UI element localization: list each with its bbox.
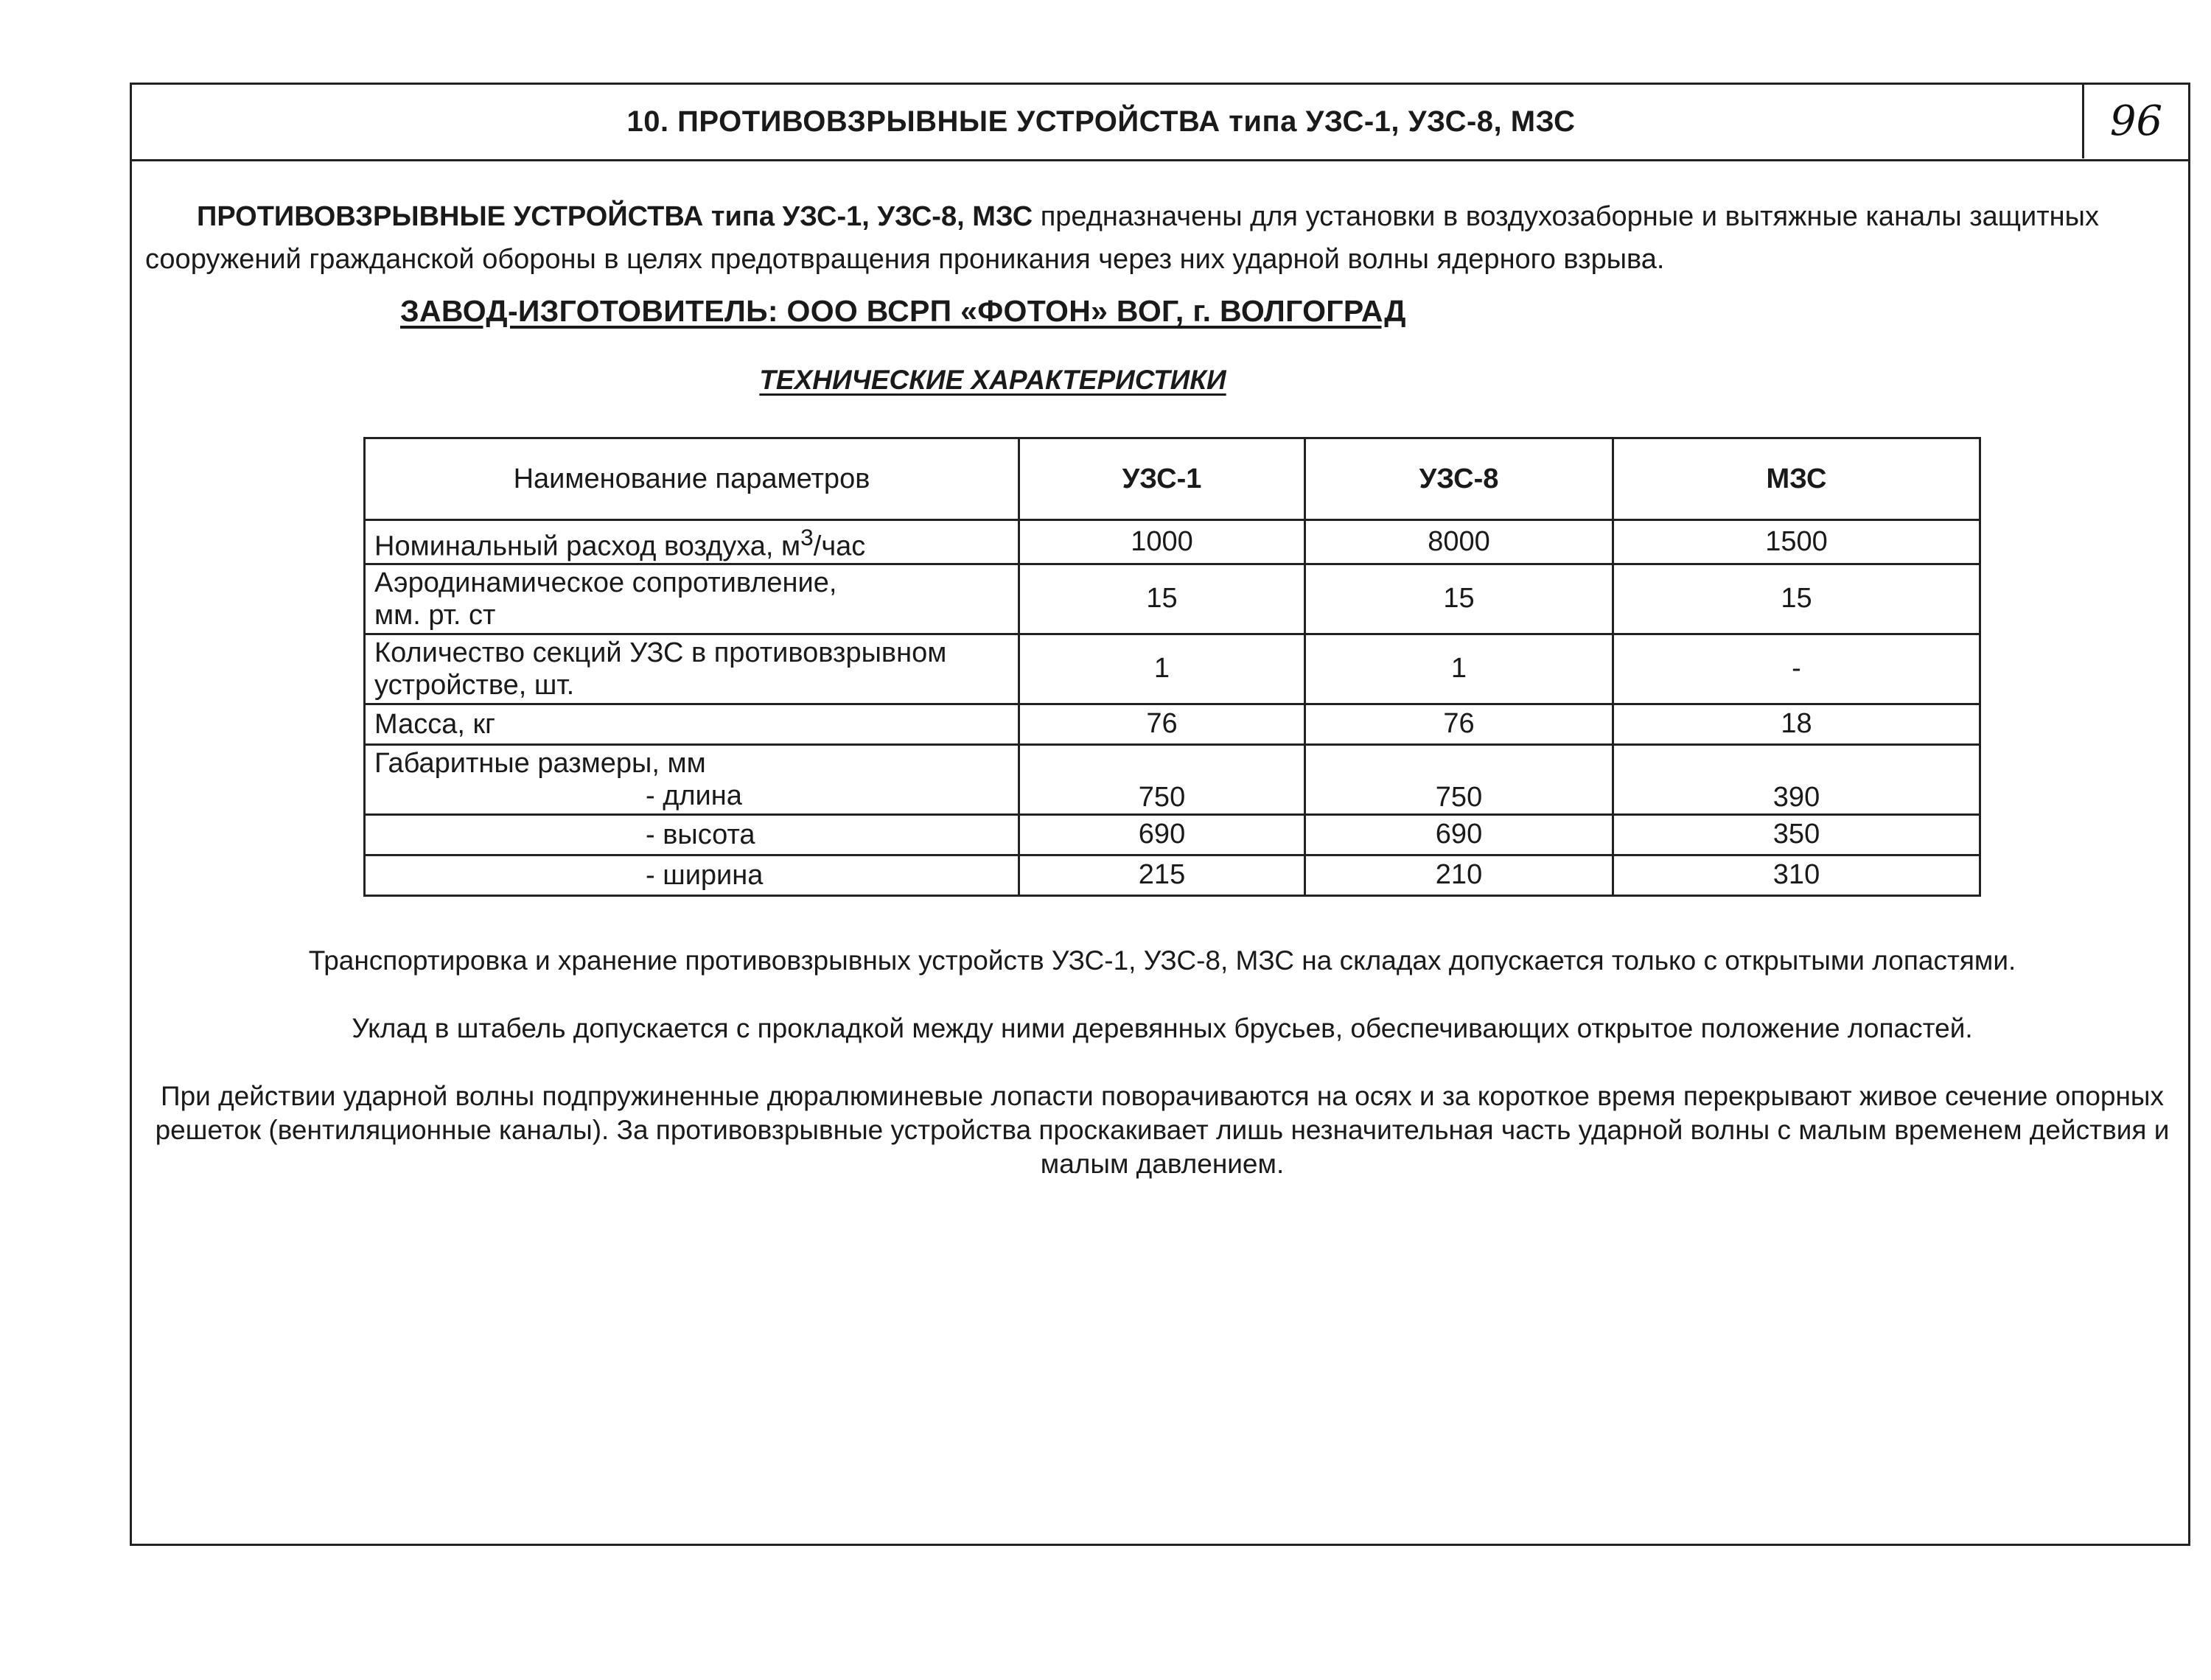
value-cell: 215 (1019, 855, 1305, 895)
value-cell: 390 (1613, 744, 1980, 814)
value-cell: 750 (1019, 744, 1305, 814)
value-cell: 690 (1305, 814, 1613, 855)
header-cell-parameter: Наименование параметров (365, 438, 1019, 520)
value-cell: 76 (1019, 704, 1305, 744)
value-cell: 15 (1613, 564, 1980, 634)
header-cell-mzs: МЗС (1613, 438, 1980, 520)
table-row (365, 855, 1980, 895)
table-row (365, 564, 1980, 634)
specs-heading: ТЕХНИЧЕСКИЕ ХАРАКТЕРИСТИКИ (759, 365, 1226, 395)
table-header-row (365, 438, 1980, 520)
value-cell: 15 (1019, 564, 1305, 634)
header-cell-uzs8: УЗС-8 (1305, 438, 1613, 520)
param-cell: Номинальный расход воздуха, $м^3$/час (365, 520, 1019, 564)
value-cell: 210 (1305, 855, 1613, 895)
value-cell: 1 (1019, 634, 1305, 704)
table-row (365, 744, 1980, 814)
intro-text: предназначены для установки в воздухозаборные и вытяжные каналы защитных сооружений гражданской обороны в целях предотвращения проникания через них ударной волны ядерного взрыва. (145, 201, 2099, 275)
value-cell: 76 (1305, 704, 1613, 744)
param-cell: Габаритные размеры, мм - длина (365, 744, 1019, 814)
value-cell: 8000 (1305, 520, 1613, 564)
stacking-paragraph: Уклад в штабель допускается с прокладкой между ними деревянных брусьев, обеспечивающих открытое положение лопастей. (352, 1013, 1973, 1043)
value-cell: 690 (1019, 814, 1305, 855)
header-band (132, 85, 2188, 161)
value-cell: 1 (1305, 634, 1613, 704)
table-row (365, 704, 1980, 744)
intro-paragraph (145, 195, 2179, 281)
param-cell: - ширина (365, 855, 1019, 895)
param-cell: Аэродинамическое сопротивление, мм. рт. ст (365, 564, 1019, 634)
table-row (365, 814, 1980, 855)
value-cell: 18 (1613, 704, 1980, 744)
specs-table (363, 437, 1981, 897)
header-cell-uzs1: УЗС-1 (1019, 438, 1305, 520)
value-cell: 350 (1613, 814, 1980, 855)
manufacturer-heading: ЗАВОД-ИЗГОТОВИТЕЛЬ: ООО ВСРП «ФОТОН» ВОГ, г. ВОЛГОГРАД (400, 294, 1406, 328)
param-cell: - высота (365, 814, 1019, 855)
page-number: 96 (2082, 85, 2188, 158)
value-cell: 1000 (1019, 520, 1305, 564)
intro-bold-lead: ПРОТИВОВЗРЫВНЫЕ УСТРОЙСТВА типа УЗС-1, УЗС-8, МЗС (197, 201, 1033, 232)
table-row (365, 634, 1980, 704)
value-cell: 1500 (1613, 520, 1980, 564)
value-cell: - (1613, 634, 1980, 704)
table-row (365, 520, 1980, 564)
param-cell: Количество секций УЗС в противовзрывном устройстве, шт. (365, 634, 1019, 704)
page-frame (130, 83, 2190, 1546)
value-cell: 310 (1613, 855, 1980, 895)
value-cell: 750 (1305, 744, 1613, 814)
transport-paragraph: Транспортировка и хранение противовзрывных устройств УЗС-1, УЗС-8, МЗС на складах допускается только с открытыми лопастями. (308, 945, 2016, 976)
effect-paragraph: При действии ударной волны подпружиненные дюралюминевые лопасти поворачиваются на осях и за короткое время перекрывают живое сечение опорных решеток (вентиляционные каналы). За противовзрывные устройства проскакивает лишь незначительная часть ударной волны с малым временем действия и малым давлением. (155, 1081, 2170, 1179)
value-cell: 15 (1305, 564, 1613, 634)
param-cell: Масса, кг (365, 704, 1019, 744)
section-title: 10. ПРОТИВОВЗРЫВНЫЕ УСТРОЙСТВА типа УЗС-1, УЗС-8, МЗС (626, 105, 1576, 138)
